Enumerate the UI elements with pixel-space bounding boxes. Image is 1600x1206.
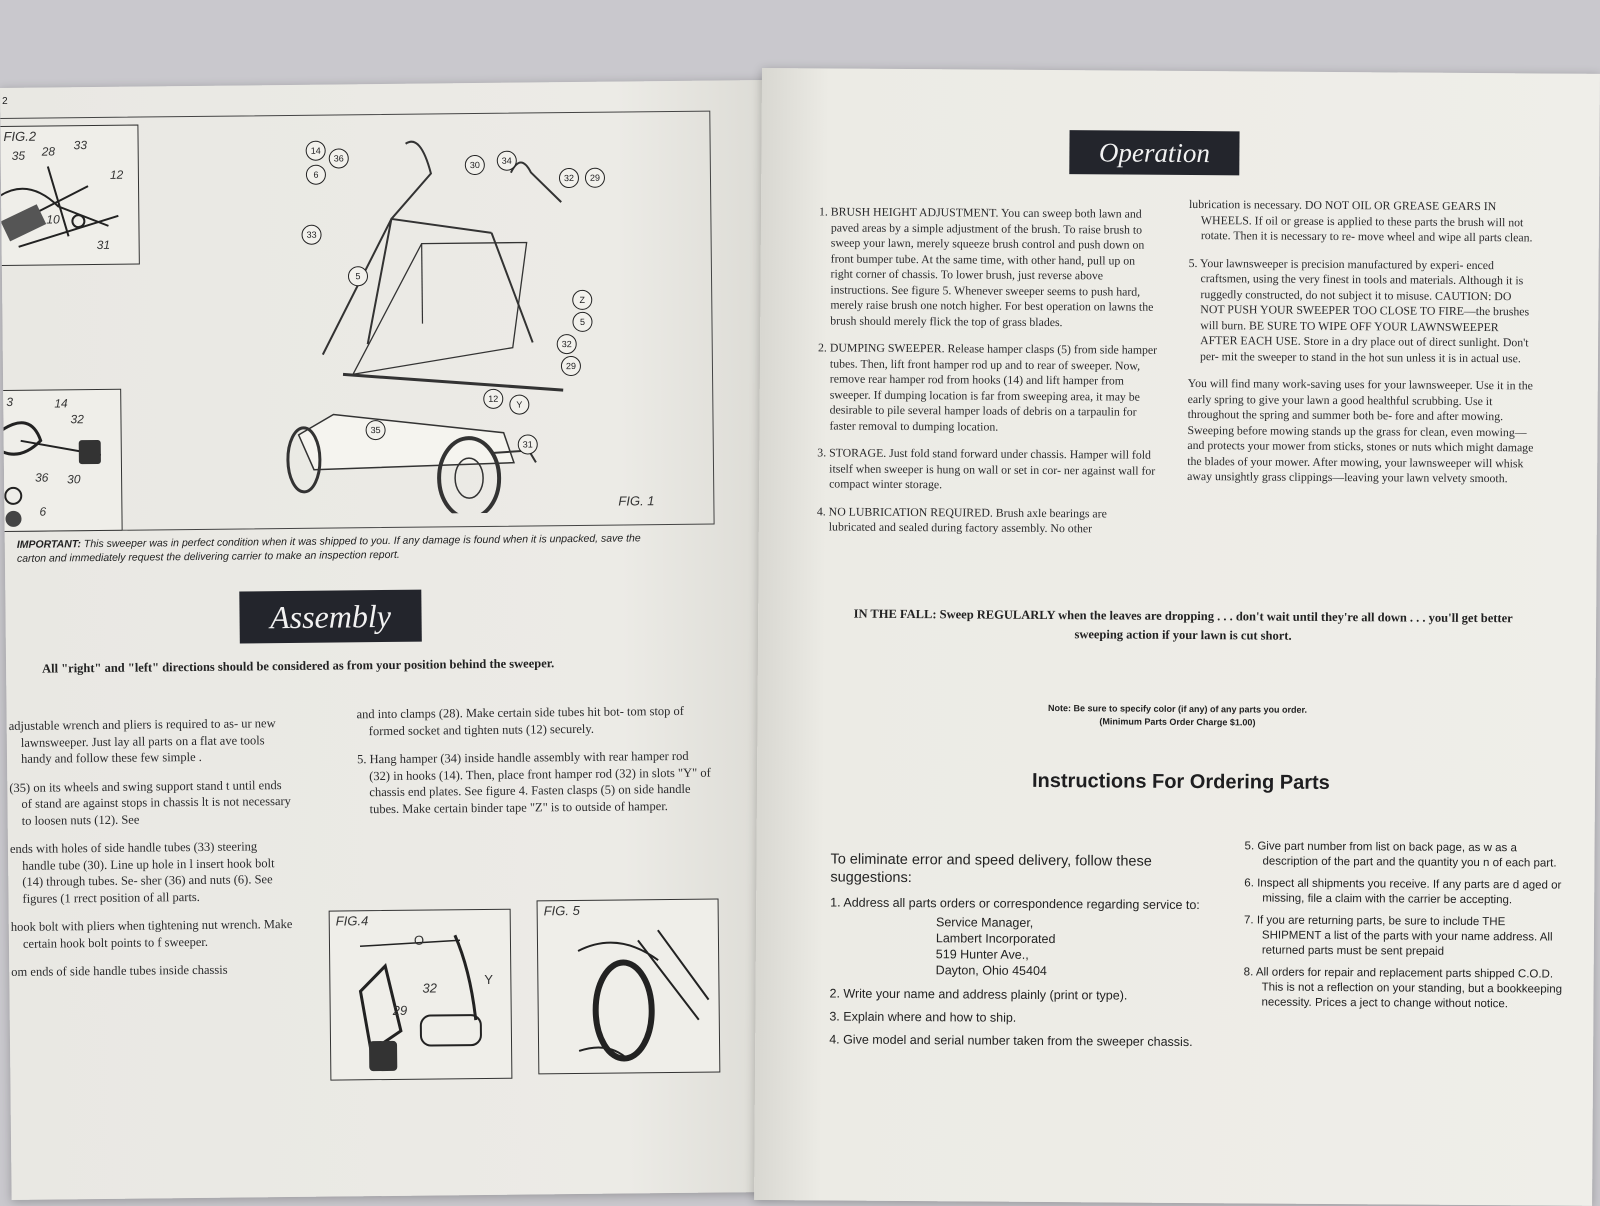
ordering-left <box>829 850 1200 1057</box>
fig2-box <box>0 125 140 266</box>
fig3-num: 30 <box>67 472 81 487</box>
address-line: Lambert Incorporated <box>935 931 1056 947</box>
fall-note: IN THE FALL: Sweep REGULARLY when the leaves are dropping . . . don't wait until they're all down . . . you'll get better sweeping action if your lawn is cut short. <box>853 606 1513 643</box>
fig3-num: 6 <box>39 504 47 519</box>
fig1-callout: 30 <box>465 155 485 175</box>
fig3-num: 32 <box>70 412 84 427</box>
assembly-paragraph: and into clamps (28). Make certain side tubes hit bot- tom stop of formed socket and tighten nuts (12) securely. <box>356 703 685 738</box>
parts-note <box>977 702 1377 731</box>
fig2-num: 12 <box>109 167 124 182</box>
parts-note-line: Note: Be sure to specify color (if any) of any parts you order. <box>1047 703 1308 715</box>
operation-paragraph: You will find many work-saving uses for your lawnsweeper. Use it in the early spring to give your lawn a good healthful scrubbing. Use it throughout the spring and summer both be- fore and after mowing. Sweeping before mowing stands up the grass for clean, even mowing—and protects your mower from sticks, stones or nuts which might damage the blades of your mower. After mowing, your lawnsweeper will whisk away unsightly grass clippings—leaving your lawn velvety smooth. <box>1187 375 1534 486</box>
fig1-callout: 12 <box>483 389 503 409</box>
fig1-callout: 35 <box>365 420 385 440</box>
fig5-box <box>537 899 721 1075</box>
assembly-paragraph: om ends of side handle tubes inside chassis <box>11 962 228 979</box>
operation-col1 <box>817 204 1159 549</box>
fig1-callout: 32 <box>557 334 577 354</box>
operation-paragraph: 5. Your lawnsweeper is precision manufactured by experi- enced craftsmen, using the very finest in tools and materials. Although it is ruggedly constructed, do not subject it to misuse. CAUTION: DO NOT PUSH YOUR SWEEPER TOO CLOSE TO FIRE—the brushes will burn. BE SURE TO WIPE OFF YOUR LAWNSWEEPER AFTER EACH USE. Store in a dry place out of direct sunlight. Don't per- mit the sweeper to stand in the hot sun unless it is in actual use. <box>1188 255 1530 365</box>
assembly-paragraph: adjustable wrench and pliers is required to as- ur new lawnsweeper. Just lay all parts on a flat ave tools handy and follow these few simple . <box>8 716 276 766</box>
ordering-item: 8. All orders for repair and replacement parts shipped C.O.D. This is not a reflection on your standing, but a bookkeeping necessity. Prices a ject to change without notice. <box>1243 966 1563 1011</box>
operation-paragraph: lubrication is necessary. DO NOT OIL OR GREASE GEARS IN WHEELS. If oil or grease is applied to these parts the brush will not rotate. Then it is necessary to re- move wheel and wipe all parts clean. <box>1189 196 1533 245</box>
fig4-mark: Y <box>484 971 494 987</box>
fig5-drawing <box>538 900 720 1074</box>
fig2-num: 31 <box>96 237 111 252</box>
operation-paragraph: 3. STORAGE. Just fold stand forward under chassis. Hamper will fold itself when sweeper is hung on wall or set in cor- ner against wall for compact winter storage. <box>817 445 1156 492</box>
left-page <box>0 80 782 1200</box>
assembly-col2 <box>356 703 711 830</box>
important-lead: IMPORTANT: <box>16 538 82 551</box>
fig1-callout: 32 <box>559 168 579 188</box>
ordering-item: 1. Address all parts orders or correspondence regarding service to: <box>830 895 1200 913</box>
assembly-paragraph: ends with holes of side handle tubes (33) steering handle tube (30). Line up hole in l insert hook bolt (14) through tubes. Se- sher (36) and nuts (6). See figures (1 rrect position of all parts. <box>9 839 275 906</box>
operation-col2 <box>1187 197 1535 499</box>
parts-note-line: (Minimum Parts Order Charge $1.00) <box>1099 716 1256 728</box>
ordering-item: 4. Give model and serial number taken from the sweeper chassis. <box>829 1032 1193 1050</box>
fig2-num: 33 <box>73 138 88 153</box>
assembly-subtitle: All "right" and "left" directions should be considered as from your position behind the sweeper. <box>42 656 555 676</box>
fig1-callout: Y <box>509 394 529 414</box>
fig4-box <box>329 909 513 1081</box>
fig1-callout: 14 <box>306 141 326 161</box>
page-number: 2 <box>2 95 8 107</box>
ordering-right <box>1243 839 1564 1019</box>
fig2-num: 35 <box>11 148 26 163</box>
fig1-callout: 36 <box>329 148 349 168</box>
fig1-callout: 5 <box>572 312 592 332</box>
assembly-paragraph: hook bolt with pliers when tightening nut wrench. Make certain hook bolt points to f sweeper. <box>10 916 293 951</box>
service-address <box>830 913 1200 980</box>
ordering-item: 6. Inspect all shipments you receive. If any parts are d aged or missing, file a claim with the carrier be accepting. <box>1244 877 1562 907</box>
fig1-callout: 29 <box>585 168 605 188</box>
fig3-num: 14 <box>54 396 68 411</box>
fig1-callout: 31 <box>518 434 538 454</box>
fig1-callout: 5 <box>348 266 368 286</box>
assembly-col1 <box>9 715 294 992</box>
assembly-paragraph: 5. Hang hamper (34) inside handle assembly with rear hamper rod (32) in hooks (14). Then, place front hamper rod (32) in slots "Y" of chassis end plates. See figure 4. Fasten clasps (5) on side handle tubes. Make certain binder tape "Z" is to outside of hamper. <box>356 748 711 816</box>
assembly-paragraph: (35) on its wheels and swing support stand t until ends of stand are against stops in chassis lt is not necessary to loosen nuts (12). See <box>9 777 291 828</box>
fig3-num: 36 <box>35 470 49 485</box>
address-line: 519 Hunter Ave., <box>935 947 1029 962</box>
fig2-drawing <box>0 126 139 265</box>
important-notice <box>17 531 657 566</box>
fig1-callout: Z <box>572 290 592 310</box>
fig5-label: FIG. 5 <box>543 902 580 919</box>
ordering-item: 7. If you are returning parts, be sure to include THE SHIPMENT a list of the parts with your name address. All returned parts must be sent prepaid <box>1244 914 1553 958</box>
fig1-drawing <box>271 131 655 515</box>
fig4-mark: 29 <box>392 1002 408 1018</box>
fig1-callout: 6 <box>306 165 326 185</box>
fig3-num: 3 <box>6 394 14 409</box>
ordering-item: 2. Write your name and address plainly (print or type). <box>829 986 1128 1003</box>
fig3-box <box>0 389 123 532</box>
fig1-label: FIG. 1 <box>618 493 655 509</box>
ordering-title: Instructions For Ordering Parts <box>1031 769 1330 794</box>
fig2-num: 28 <box>41 144 56 159</box>
fig4-mark: 32 <box>422 980 437 996</box>
operation-paragraph: 2. DUMPING SWEEPER. Release hamper clasps (5) from side hamper tubes. Then, lift front hamper rod up and to rear of sweeper. Now, remove rear hamper rod from hooks (14) and lift hamper from sweeper. If dumping location is far from sweeping area, it may be desirable to pile several hamper loads of debris on a tarpaulin for faster removal to dumping location. <box>818 340 1158 434</box>
operation-paragraph: 4. NO LUBRICATION REQUIRED. Brush axle bearings are lubricated and sealed during factory assembly. No other <box>816 503 1107 536</box>
address-line: Service Manager, <box>935 915 1034 930</box>
ordering-item: 3. Explain where and how to ship. <box>829 1009 1017 1025</box>
ordering-intro: To eliminate error and speed delivery, follow these suggestions: <box>830 851 1152 887</box>
operation-paragraph: 1. BRUSH HEIGHT ADJUSTMENT. You can sweep both lawn and paved areas by a simple adjustment of the brush. To raise brush to sweep your lawn, merely squeeze brush control and push down on front bumper tube. At the same time, with other hand, pull up on right corner of chassis. To lower brush, just reverse above instructions. See figure 5. Whenever sweeper seems to push hard, merely raise brush one notch higher. For best operation on lawns the brush should merely flick the top of grass blades. <box>818 204 1154 329</box>
fig4-mark: O <box>413 932 425 948</box>
operation-title: Operation <box>1069 130 1239 175</box>
fig1-callout: 33 <box>301 225 321 245</box>
fig2-num: 10 <box>46 212 60 227</box>
fig1-callout: 29 <box>561 356 581 376</box>
fig3-drawing <box>0 390 121 531</box>
important-text: This sweeper was in perfect condition when it was shipped to you. If any damage is found when it is unpacked, save the carton and immediately request the delivering carrier to make an inspection report. <box>16 532 641 565</box>
fig1-callout: 34 <box>497 151 517 171</box>
right-page <box>754 68 1600 1206</box>
fig4-label: FIG.4 <box>335 913 369 929</box>
assembly-title: Assembly <box>239 590 422 644</box>
fig2-label: FIG.2 <box>3 128 37 144</box>
address-line: Dayton, Ohio 45404 <box>935 963 1047 979</box>
ordering-item: 5. Give part number from list on back page, as w as a description of the part and the quantity you n of each part. <box>1244 840 1557 870</box>
